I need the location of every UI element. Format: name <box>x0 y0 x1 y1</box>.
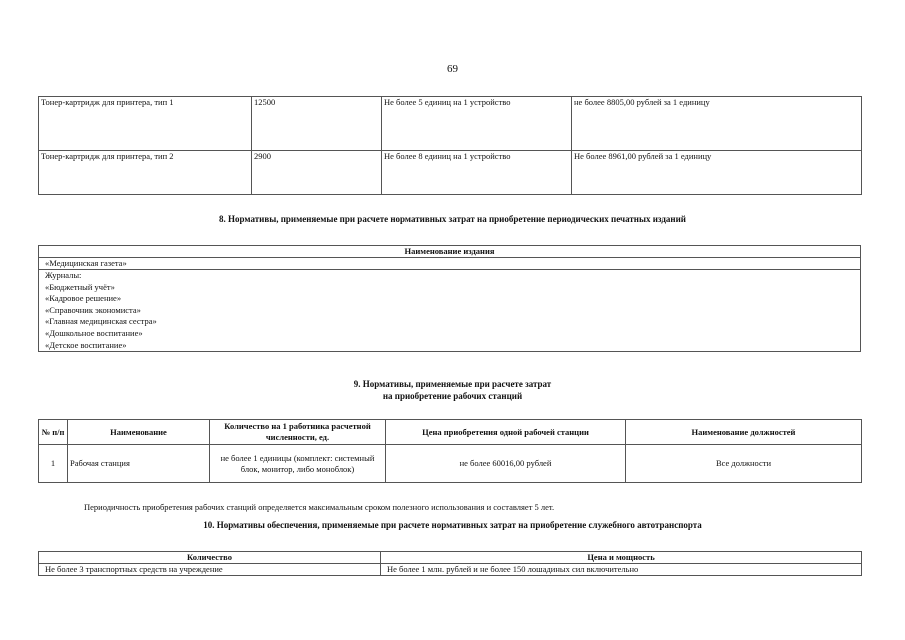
row-quantity: не более 1 единицы (комплект: системный блок, монитор, либо моноблок) <box>210 445 386 483</box>
workstations-note: Периодичность приобретения рабочих станций определяется максимальным сроком полезного использования и составляет 5 лет. <box>84 502 555 512</box>
header-price: Цена приобретения одной рабочей станции <box>386 420 626 445</box>
table-row <box>39 445 862 483</box>
header-quantity: Количество на 1 работника расчетной численности, ед. <box>210 420 386 445</box>
header-num: № п/п <box>39 420 68 445</box>
journal-item: «Детское воспитание» <box>45 339 127 350</box>
journal-item: «Главная медицинская сестра» <box>45 316 157 327</box>
cartridge-table <box>38 96 862 195</box>
vehicles-table <box>38 551 862 576</box>
cartridge-norm: Не более 5 единиц на 1 устройство <box>382 97 572 151</box>
page-number: 69 <box>447 63 458 75</box>
header-name: Наименование <box>68 420 210 445</box>
journal-item: «Дошкольное воспитание» <box>45 327 143 338</box>
section9-title-line1: 9. Нормативы, применяемые при расчете затрат <box>353 379 552 389</box>
table-row <box>39 564 862 576</box>
row-price: не более 60016,00 рублей <box>386 445 626 483</box>
periodicals-table <box>38 245 861 352</box>
vehicle-quantity: Не более 3 транспортных средств на учреждение <box>39 564 381 576</box>
cartridge-name: Тонер-картридж для принтера, тип 1 <box>39 97 252 151</box>
row-num: 1 <box>39 445 68 483</box>
vehicle-price: Не более 1 млн. рублей и не более 150 лошадиных сил включительно <box>381 564 862 576</box>
table-row <box>39 97 862 151</box>
header-vehicle-quantity: Количество <box>39 552 381 564</box>
row-positions: Все должности <box>626 445 862 483</box>
header-vehicle-price: Цена и мощность <box>381 552 862 564</box>
cartridge-name: Тонер-картридж для принтера, тип 2 <box>39 151 252 195</box>
journal-item: «Кадровое решение» <box>45 293 122 304</box>
section9-title-line2: на приобретение рабочих станций <box>382 391 523 401</box>
journals-cell <box>39 270 861 352</box>
cartridge-norm: Не более 8 единиц на 1 устройство <box>382 151 572 195</box>
periodicals-header: Наименование издания <box>39 246 861 258</box>
workstations-table <box>38 419 862 483</box>
section10-title: 10. Нормативы обеспечения, применяемые при расчете нормативных затрат на приобретение служебного автотранспорта <box>203 520 702 530</box>
row-name: Рабочая станция <box>68 445 210 483</box>
cartridge-price: Не более 8961,00 рублей за 1 единицу <box>572 151 862 195</box>
header-positions: Наименование должностей <box>626 420 862 445</box>
cartridge-price: не более 8805,00 рублей за 1 единицу <box>572 97 862 151</box>
journal-item: «Справочник экономиста» <box>45 304 141 315</box>
cartridge-quantity: 12500 <box>252 97 382 151</box>
section8-title: 8. Нормативы, применяемые при расчете нормативных затрат на приобретение периодических печатных изданий <box>219 214 686 224</box>
cartridge-quantity: 2900 <box>252 151 382 195</box>
table-row <box>39 151 862 195</box>
newspaper-cell: «Медицинская газета» <box>39 258 861 270</box>
journals-label: Журналы: <box>45 270 82 280</box>
section9-title <box>0 378 905 402</box>
journal-item: «Бюджетный учёт» <box>45 281 115 292</box>
